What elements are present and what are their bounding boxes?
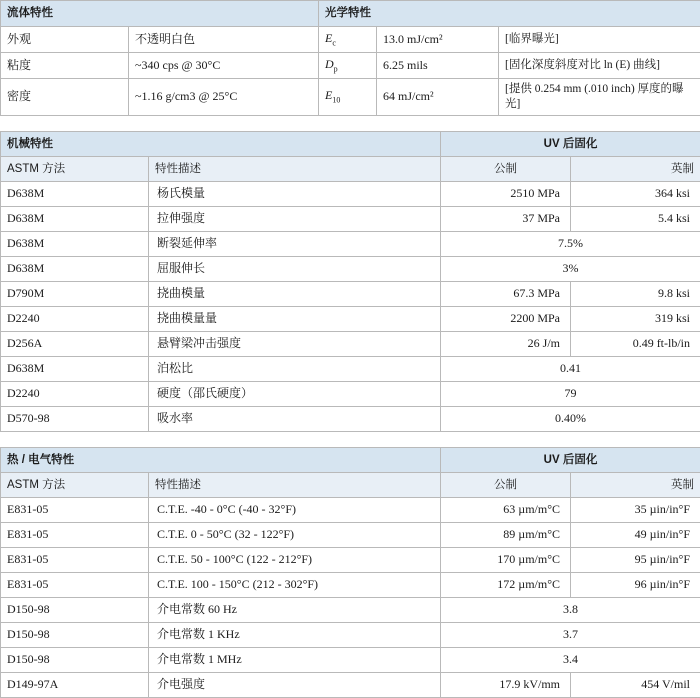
fluid-properties-header: 流体特性 xyxy=(1,1,319,27)
table-row xyxy=(1,27,700,53)
table-row xyxy=(1,497,700,522)
imperial-value: 319 ksi xyxy=(571,306,700,331)
table-row xyxy=(1,672,700,697)
imperial-value: 95 µin/in°F xyxy=(571,547,700,572)
property-description: 断裂延伸率 xyxy=(149,231,441,256)
imperial-value: 35 µin/in°F xyxy=(571,497,700,522)
property-description: 挠曲模量量 xyxy=(149,306,441,331)
property-description: 悬臂梁冲击强度 xyxy=(149,331,441,356)
astm-method: D570-98 xyxy=(1,406,149,431)
column-header-method: ASTM 方法 xyxy=(1,472,149,497)
astm-method: D149-97A xyxy=(1,672,149,697)
metric-value: 2510 MPa xyxy=(441,181,571,206)
metric-value: 26 J/m xyxy=(441,331,571,356)
astm-method: E831-05 xyxy=(1,547,149,572)
property-description: 屈服伸长 xyxy=(149,256,441,281)
table-row xyxy=(1,622,700,647)
imperial-value: 49 µin/in°F xyxy=(571,522,700,547)
table-subheader-row xyxy=(1,472,700,497)
property-description: 介电常数 1 MHz xyxy=(149,647,441,672)
metric-value: 63 µm/m°C xyxy=(441,497,571,522)
imperial-value: 454 V/mil xyxy=(571,672,700,697)
table-row xyxy=(1,53,700,79)
optical-symbol-subscript: c xyxy=(332,38,336,47)
fluid-prop-name: 粘度 xyxy=(1,53,129,79)
table-row xyxy=(1,206,700,231)
table-row xyxy=(1,572,700,597)
table-row xyxy=(1,647,700,672)
thermal-electrical-table xyxy=(0,447,700,698)
optical-value: 64 mJ/cm² xyxy=(377,79,499,116)
optical-properties-header: 光学特性 xyxy=(319,1,700,27)
property-description: C.T.E. 100 - 150°C (212 - 302°F) xyxy=(149,572,441,597)
astm-method: D638M xyxy=(1,181,149,206)
optical-symbol xyxy=(319,53,377,79)
property-description: C.T.E. 50 - 100°C (122 - 212°F) xyxy=(149,547,441,572)
property-description: C.T.E. 0 - 50°C (32 - 122°F) xyxy=(149,522,441,547)
optical-symbol-letter: D xyxy=(325,57,334,71)
astm-method: D150-98 xyxy=(1,622,149,647)
optical-symbol-letter: E xyxy=(325,31,332,45)
mechanical-postcure-header: UV 后固化 xyxy=(441,131,700,156)
optical-value: 13.0 mJ/cm² xyxy=(377,27,499,53)
column-header-imperial: 英制 xyxy=(571,156,700,181)
combined-value: 3% xyxy=(441,256,700,281)
combined-value: 79 xyxy=(441,381,700,406)
astm-method: D150-98 xyxy=(1,597,149,622)
table-header-row xyxy=(1,131,700,156)
astm-method: D638M xyxy=(1,256,149,281)
property-description: 吸水率 xyxy=(149,406,441,431)
table-row xyxy=(1,281,700,306)
optical-value: 6.25 mils xyxy=(377,53,499,79)
imperial-value: 5.4 ksi xyxy=(571,206,700,231)
property-description: 拉伸强度 xyxy=(149,206,441,231)
optical-symbol xyxy=(319,79,377,116)
thermal-header: 热 / 电气特性 xyxy=(1,447,441,472)
astm-method: D638M xyxy=(1,206,149,231)
optical-symbol-subscript: 10 xyxy=(332,96,340,105)
table-row xyxy=(1,231,700,256)
astm-method: D790M xyxy=(1,281,149,306)
property-description: C.T.E. -40 - 0°C (-40 - 32°F) xyxy=(149,497,441,522)
table-row xyxy=(1,406,700,431)
column-header-method: ASTM 方法 xyxy=(1,156,149,181)
metric-value: 172 µm/m°C xyxy=(441,572,571,597)
table-row xyxy=(1,256,700,281)
spacer xyxy=(0,116,700,131)
metric-value: 89 µm/m°C xyxy=(441,522,571,547)
metric-value: 17.9 kV/mm xyxy=(441,672,571,697)
column-header-metric: 公制 xyxy=(441,156,571,181)
astm-method: E831-05 xyxy=(1,572,149,597)
fluid-prop-value: ~1.16 g/cm3 @ 25°C xyxy=(129,79,319,116)
column-header-imperial: 英制 xyxy=(571,472,700,497)
combined-value: 7.5% xyxy=(441,231,700,256)
table-row xyxy=(1,381,700,406)
table-header-row xyxy=(1,447,700,472)
optical-note: [固化深度斜度对比 ln (E) 曲线] xyxy=(499,53,700,79)
spacer-table-1 xyxy=(0,116,700,131)
mechanical-properties-table xyxy=(0,131,700,432)
metric-value: 2200 MPa xyxy=(441,306,571,331)
property-description: 硬度（邵氏硬度） xyxy=(149,381,441,406)
imperial-value: 96 µin/in°F xyxy=(571,572,700,597)
table-row xyxy=(1,597,700,622)
property-description: 泊松比 xyxy=(149,356,441,381)
metric-value: 170 µm/m°C xyxy=(441,547,571,572)
column-header-description: 特性描述 xyxy=(149,472,441,497)
table-subheader-row xyxy=(1,156,700,181)
combined-value: 3.7 xyxy=(441,622,700,647)
astm-method: D2240 xyxy=(1,306,149,331)
table-row xyxy=(1,79,700,116)
optical-symbol-subscript: p xyxy=(334,64,338,73)
optical-symbol-letter: E xyxy=(325,88,332,102)
fluid-optical-table xyxy=(0,0,700,116)
fluid-prop-name: 外观 xyxy=(1,27,129,53)
astm-method: D638M xyxy=(1,356,149,381)
table-row xyxy=(1,356,700,381)
table-header-row xyxy=(1,1,700,27)
table-row xyxy=(1,547,700,572)
astm-method: D150-98 xyxy=(1,647,149,672)
table-row xyxy=(1,522,700,547)
spacer xyxy=(0,432,700,447)
spacer-table-2 xyxy=(0,432,700,447)
fluid-prop-value: ~340 cps @ 30°C xyxy=(129,53,319,79)
metric-value: 67.3 MPa xyxy=(441,281,571,306)
column-header-metric: 公制 xyxy=(441,472,571,497)
imperial-value: 9.8 ksi xyxy=(571,281,700,306)
imperial-value: 0.49 ft-lb/in xyxy=(571,331,700,356)
table-row xyxy=(1,306,700,331)
combined-value: 0.40% xyxy=(441,406,700,431)
column-header-description: 特性描述 xyxy=(149,156,441,181)
optical-note: [提供 0.254 mm (.010 inch) 厚度的曝光] xyxy=(499,79,700,116)
metric-value: 37 MPa xyxy=(441,206,571,231)
combined-value: 0.41 xyxy=(441,356,700,381)
astm-method: E831-05 xyxy=(1,522,149,547)
optical-note: [临界曝光] xyxy=(499,27,700,53)
mechanical-header: 机械特性 xyxy=(1,131,441,156)
property-description: 挠曲模量 xyxy=(149,281,441,306)
table-row xyxy=(1,181,700,206)
astm-method: D256A xyxy=(1,331,149,356)
combined-value: 3.4 xyxy=(441,647,700,672)
optical-symbol xyxy=(319,27,377,53)
table-row xyxy=(1,331,700,356)
property-description: 介电常数 60 Hz xyxy=(149,597,441,622)
imperial-value: 364 ksi xyxy=(571,181,700,206)
property-description: 杨氏模量 xyxy=(149,181,441,206)
fluid-prop-name: 密度 xyxy=(1,79,129,116)
fluid-prop-value: 不透明白色 xyxy=(129,27,319,53)
astm-method: D638M xyxy=(1,231,149,256)
astm-method: E831-05 xyxy=(1,497,149,522)
thermal-postcure-header: UV 后固化 xyxy=(441,447,700,472)
property-description: 介电常数 1 KHz xyxy=(149,622,441,647)
astm-method: D2240 xyxy=(1,381,149,406)
combined-value: 3.8 xyxy=(441,597,700,622)
property-description: 介电强度 xyxy=(149,672,441,697)
